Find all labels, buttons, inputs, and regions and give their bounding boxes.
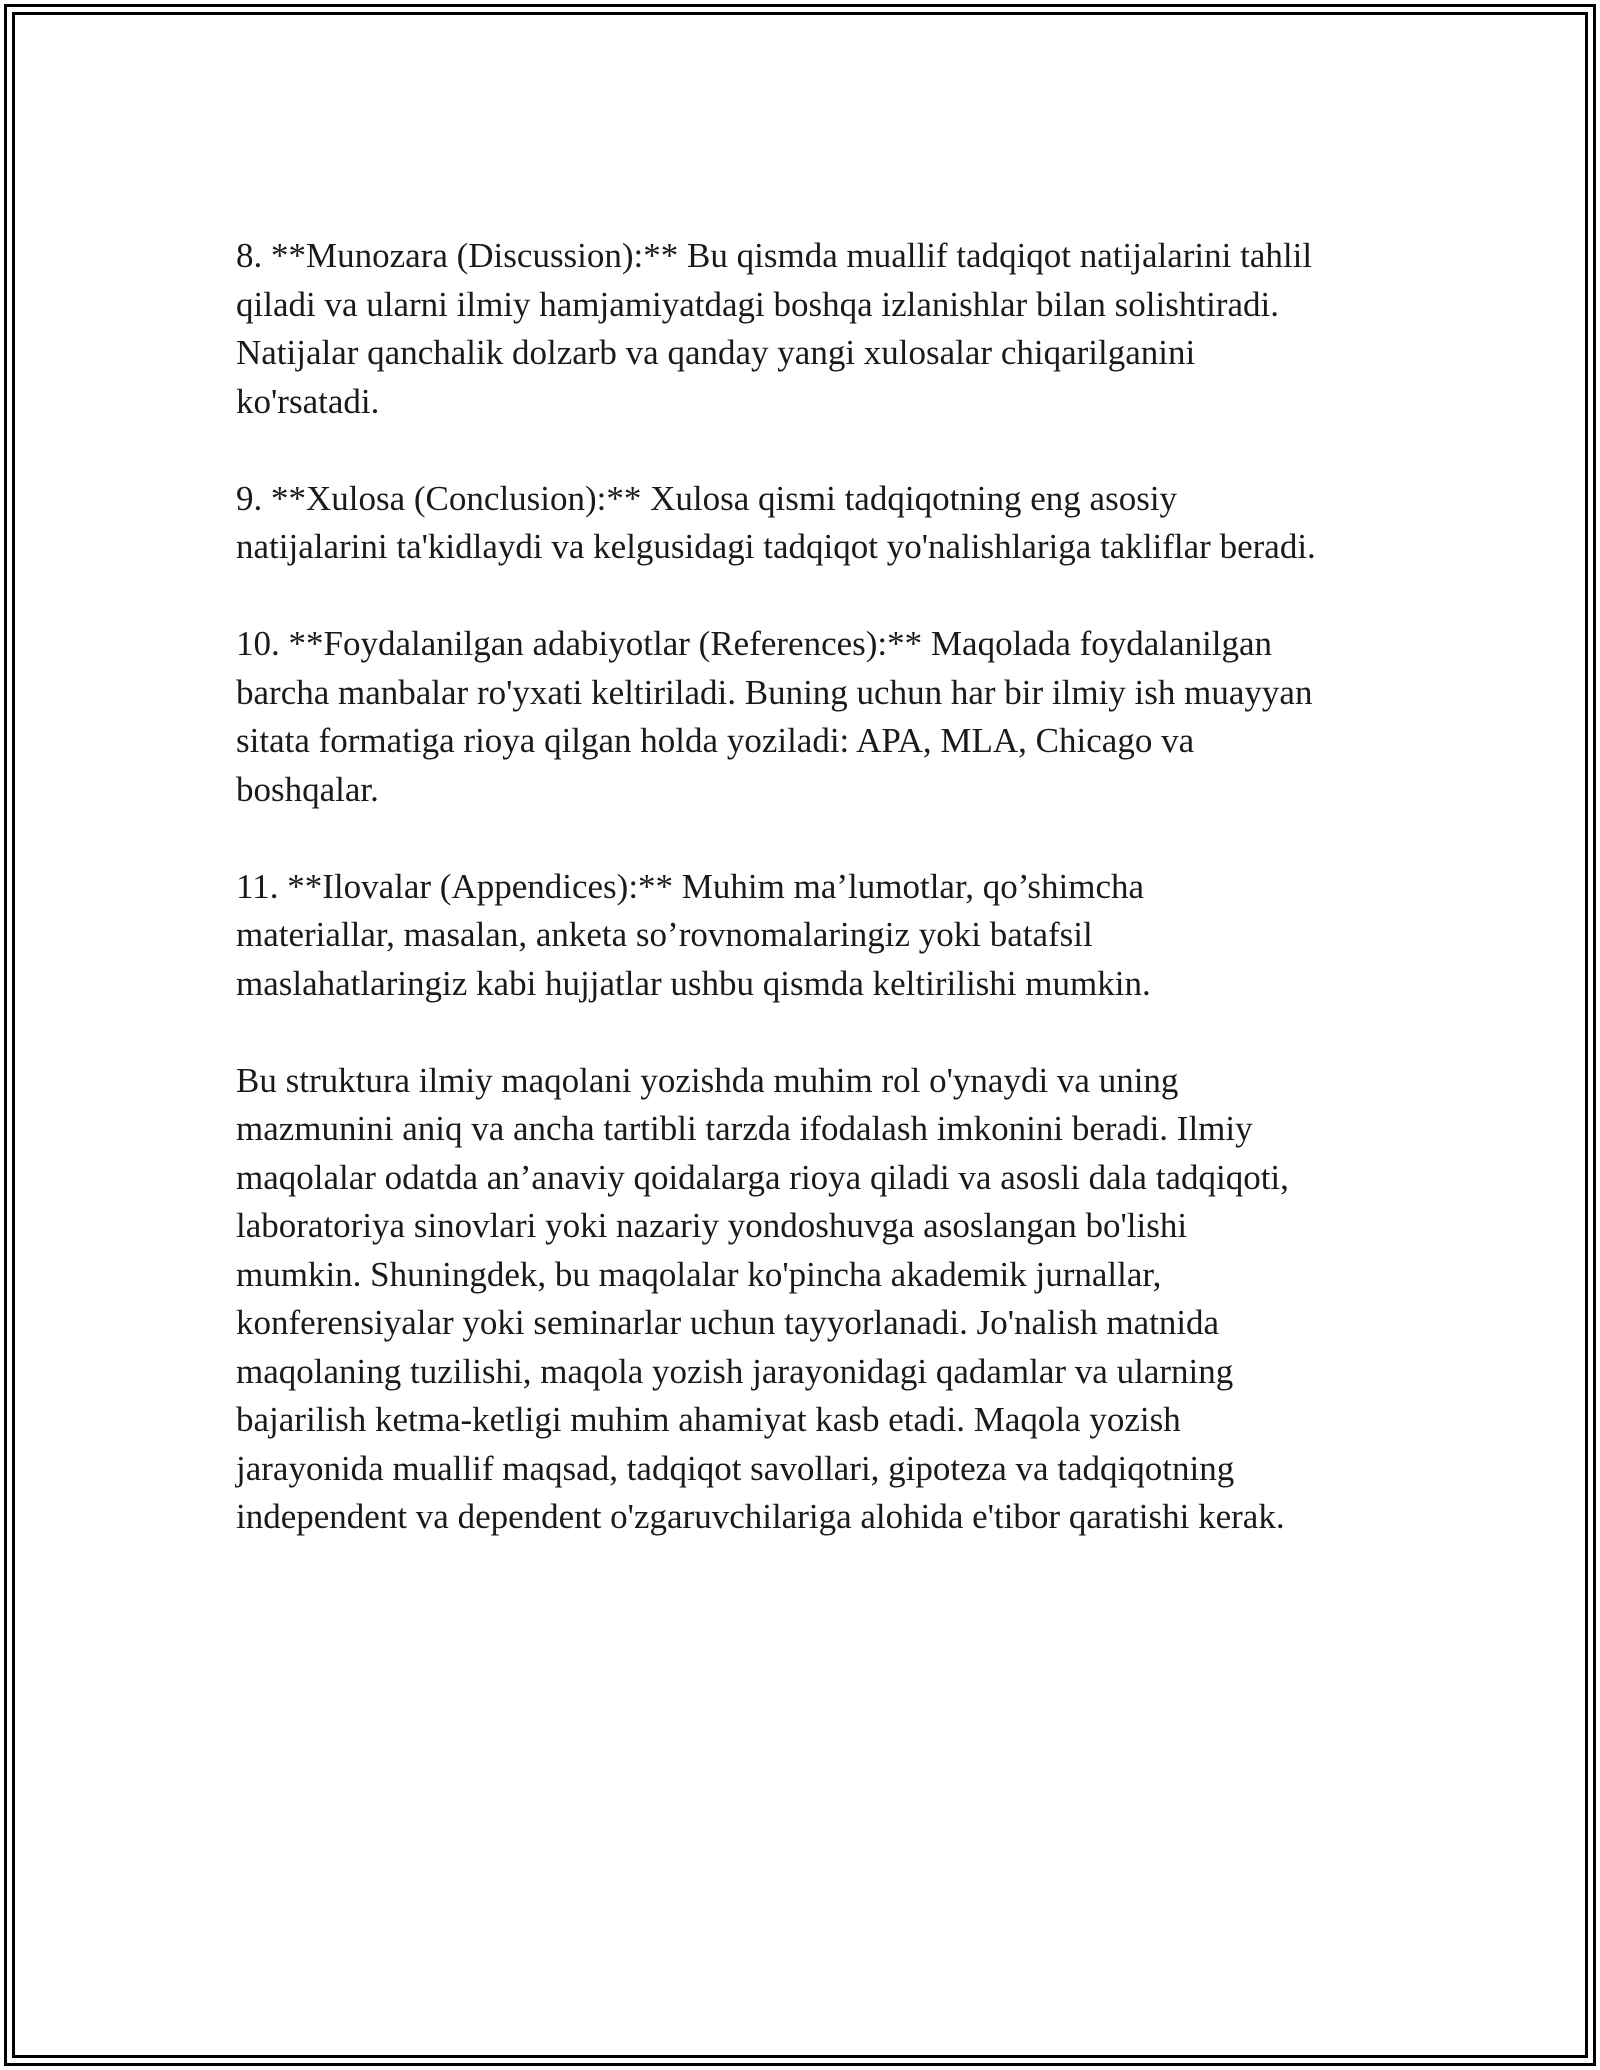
- paragraph-summary: Bu struktura ilmiy maqolani yozishda muhim rol o'ynaydi va uning mazmunini aniq va ancha tartibli tarzda ifodalash imkonini beradi. Ilmiy maqolalar odatda an’anaviy qoidalarga rioya qiladi va asosli dala tadqiqoti, laboratoriya sinovlari yoki nazariy yondoshuvga asoslangan bo'lishi mumkin. Shuningdek, bu maqolalar ko'pincha akademik jurnallar, konferensiyalar yoki seminarlar uchun tayyorlanadi. Jo'nalish matnida maqolaning tuzilishi, maqola yozish jarayonidagi qadamlar va ularning bajarilish ketma-ketligi muhim ahamiyat kasb etadi. Maqola yozish jarayonida muallif maqsad, tadqiqot savollari, gipoteza va tadqiqotning independent va dependent o'zgaruvchilariga alohida e'tibor qaratishi kerak.: [236, 1060, 1289, 1536]
- paragraph-appendices: 11. **Ilovalar (Appendices):** Muhim ma’lumotlar, qo’shimcha materiallar, masalan, anketa so’rovnomalaringiz yoki batafsil maslahatlaringiz kabi hujjatlar ushbu qismda keltirilishi mumkin.: [236, 866, 1151, 1003]
- document-body: [236, 232, 1396, 1542]
- paragraph-discussion: 8. **Munozara (Discussion):** Bu qismda muallif tadqiqot natijalarini tahlil qiladi va ularni ilmiy hamjamiyatdagi boshqa izlanishlar bilan solishtiradi. Natijalar qanchalik dolzarb va qanday yangi xulosalar chiqarilganini ko'rsatadi.: [236, 236, 1313, 421]
- paragraph-references: 10. **Foydalanilgan adabiyotlar (References):** Maqolada foydalanilgan barcha manbalar ro'yxati keltiriladi. Buning uchun har bir ilmiy ish muayyan sitata formatiga rioya qilgan holda yoziladi: APA, MLA, Chicago va boshqalar.: [236, 624, 1313, 809]
- paragraph-conclusion: 9. **Xulosa (Conclusion):** Xulosa qismi tadqiqotning eng asosiy natijalarini ta'kidlaydi va kelgusidagi tadqiqot yo'nalishlariga takliflar beradi.: [236, 478, 1316, 566]
